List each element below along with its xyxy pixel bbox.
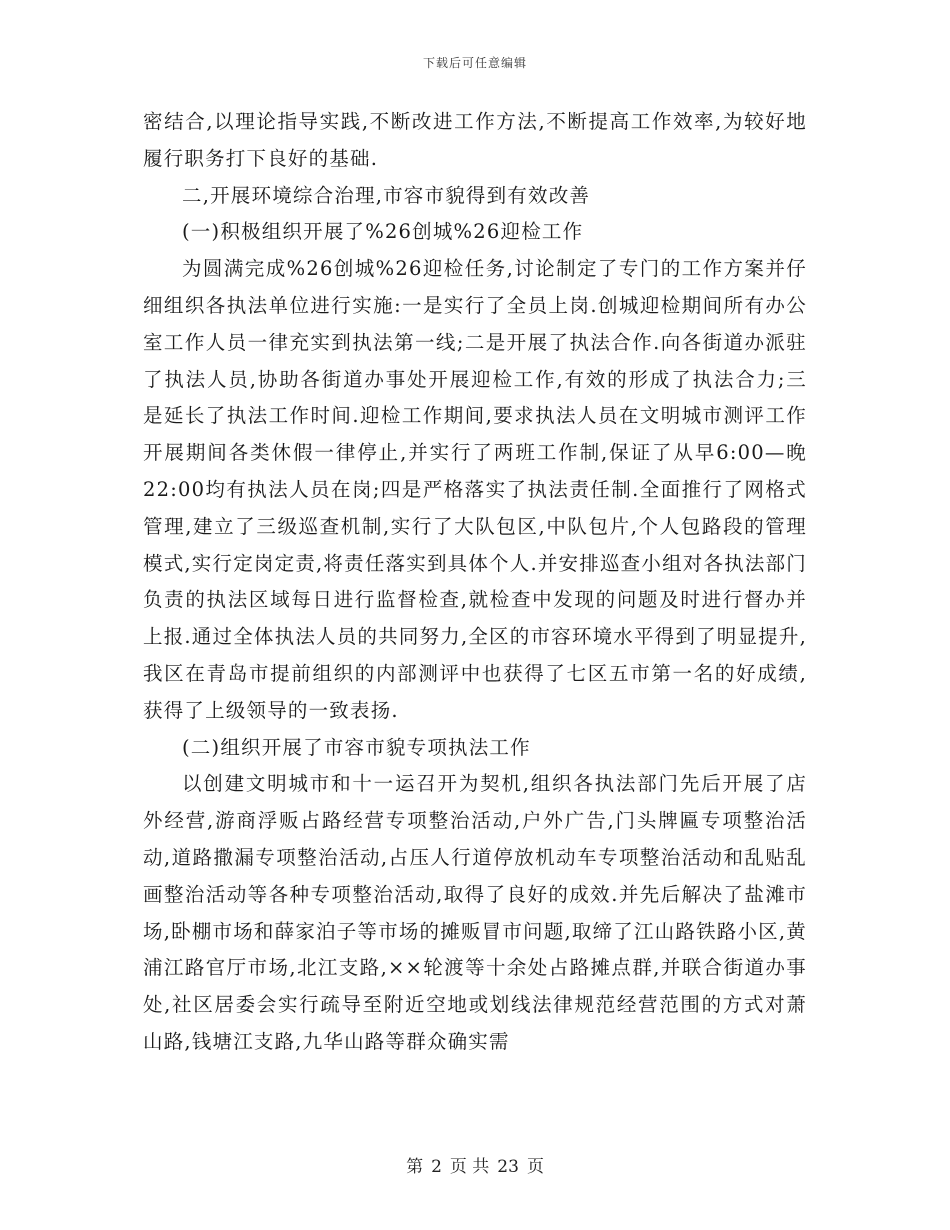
header-note: 下载后可任意编辑 (422, 56, 527, 70)
subsection-heading-inspection: (一)积极组织开展了%26创城%26迎检工作 (182, 220, 584, 244)
paragraph-continuation: 密结合,以理论指导实践,不断改进工作方法,不断提高工作效率,为较好地履行职务打下良好的基础. (143, 110, 807, 170)
section-heading-environment: 二,开展环境综合治理,市容市貌得到有效改善 (182, 183, 591, 207)
paragraph-enforcement-details: 以创建文明城市和十一运召开为契机,组织各执法部门先后开展了店外经营,游商浮贩占路经营专项整治活动,户外广告,门头牌匾专项整治活动,道路撒漏专项整治活动,占压人行道停放机动车专项整治活动和乱贴乱画整治活动等各种专项整治活动,取得了良好的成效.并先后解决了盐滩市场,卧棚市场和薛家泊子等市场的摊贩冒市问题,取缔了江山路铁路小区,黄浦江路官厅市场,北江支路,××轮渡等十余处占路摊点群,并联合街道办事处,社区居委会实行疏导至附近空地或划线法律规范经营范围的方式对萧山路,钱塘江支路,九华山路等群众确实需 (143, 772, 807, 1053)
footer-page-number: 2 (431, 1157, 442, 1177)
paragraph-inspection-details: 为圆满完成%26创城%26迎检任务,讨论制定了专门的工作方案并仔细组织各执法单位进行实施:一是实行了全员上岗.创城迎检期间所有办公室工作人员一律充实到执法第一线;二是开展了执法合作.向各街道办派驻了执法人员,协助各街道办事处开展迎检工作,有效的形成了执法合力;三是延长了执法工作时间.迎检工作期间,要求执法人员在文明城市测评工作开展期间各类休假一律停止,并实行了两班工作制,保证了从早6:00—晚22:00均有执法人员在岗;四是严格落实了执法责任制.全面推行了网格式管理,建立了三级巡查机制,实行了大队包区,中队包片,个人包路段的管理模式,实行定岗定责,将责任落实到具体个人.并安排巡查小组对各执法部门负责的执法区域每日进行监督检查,就检查中发现的问题及时进行督办并上报.通过全体执法人员的共同努力,全区的市容环境水平得到了明显提升,我区在青岛市提前组织的内部测评中也获得了七区五市第一名的好成绩,获得了上级领导的一致表扬. (143, 257, 807, 722)
footer-total-pages: 23 (497, 1157, 519, 1177)
document-body (143, 104, 807, 1061)
page-footer (0, 1152, 950, 1177)
footer-middle: 页 共 (449, 1157, 490, 1177)
footer-suffix: 页 (526, 1157, 544, 1177)
subsection-heading-enforcement: (二)组织开展了市容市貌专项执法工作 (182, 735, 531, 759)
footer-prefix: 第 (406, 1157, 424, 1177)
